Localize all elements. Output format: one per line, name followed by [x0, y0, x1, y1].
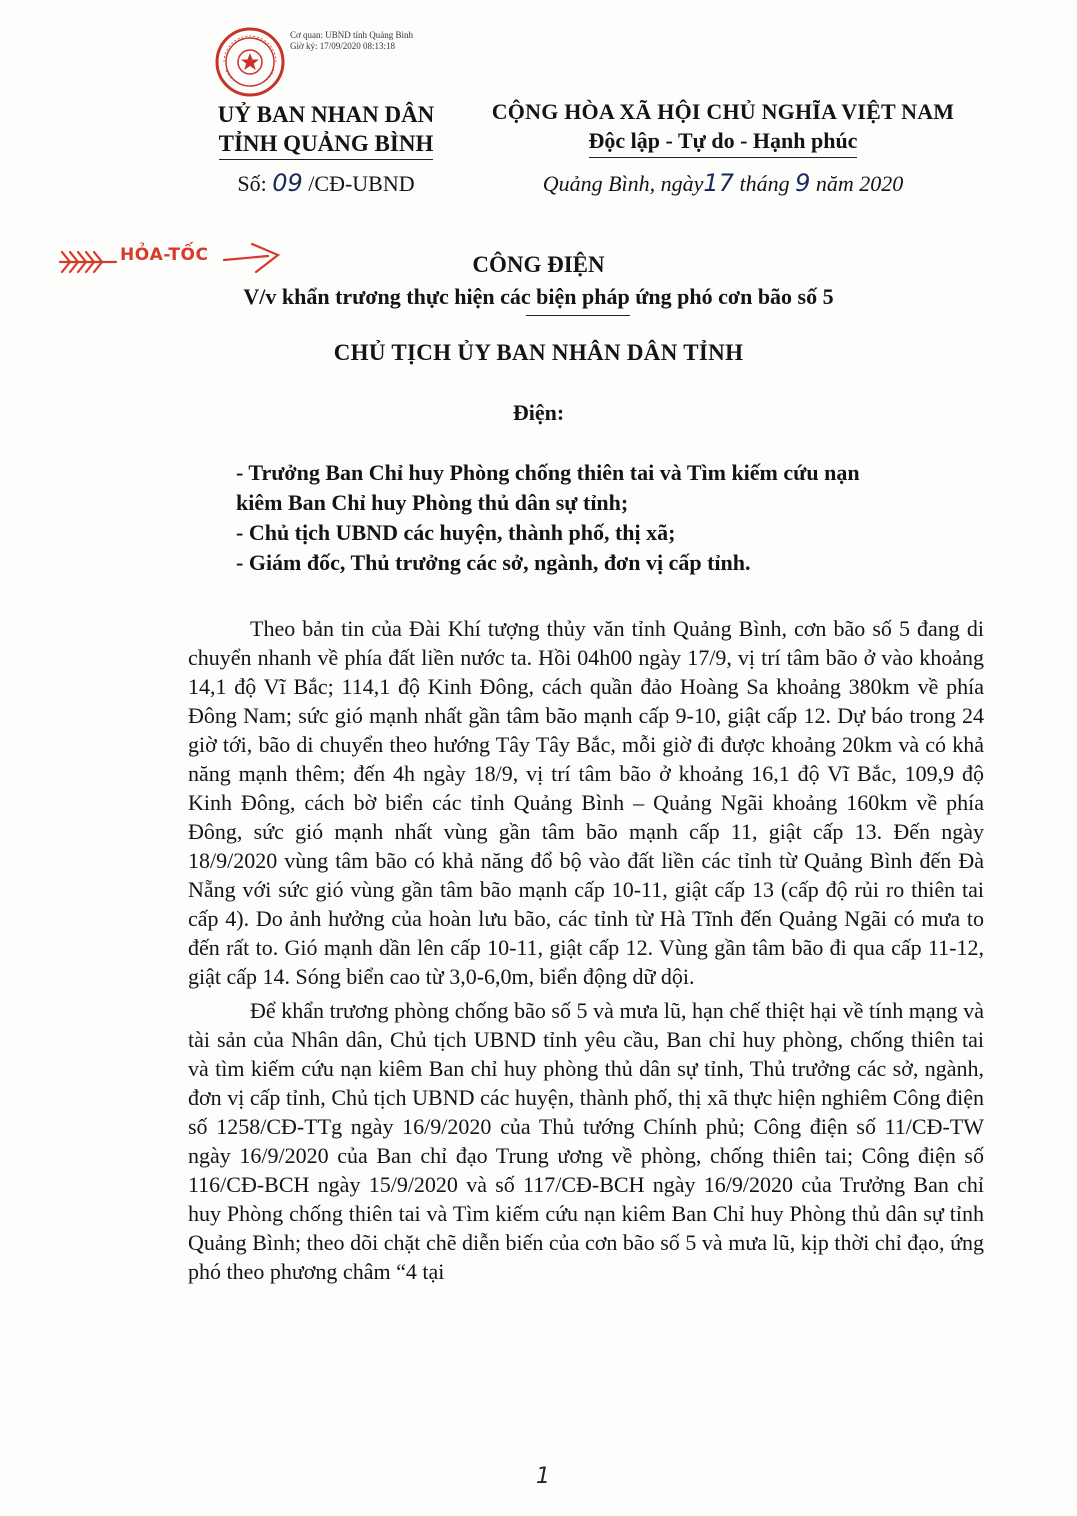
date-month-label: tháng [739, 171, 790, 196]
state-seal-icon [214, 26, 286, 98]
recipient-line: - Chủ tịch UBND các huyện, thành phố, thị xã; [236, 520, 676, 545]
document-body [188, 614, 984, 1291]
urgent-stamp-label: HỎA-TỐC [120, 245, 209, 265]
document-date [486, 168, 960, 199]
date-year: năm 2020 [815, 171, 904, 196]
recipient-list [236, 458, 996, 578]
agency-name-line2: TỈNH QUẢNG BÌNH [219, 129, 434, 160]
document-type: CÔNG ĐIỆN [472, 252, 605, 277]
body-paragraph: Theo bản tin của Đài Khí tượng thủy văn tỉnh Quảng Bình, cơn bão số 5 đang di chuyển nhanh về phía đất liền nước ta. Hồi 04h00 ngày 17/9, vị trí tâm bão ở vào khoảng 14,1 độ Vĩ Bắc; 114,1 độ Kinh Đông, cách quần đảo Hoàng Sa khoảng 380km về phía Đông Nam; sức gió mạnh nhất gần tâm bão mạnh cấp 9-10, giật cấp 12. Dự báo trong 24 giờ tới, bão di chuyển theo hướng Tây Tây Bắc, mỗi giờ đi được khoảng 20km và có khả năng mạnh thêm; đến 4h ngày 18/9, vị trí tâm bão ở khoảng 16,1 độ Vĩ Bắc, 109,9 độ Kinh Đông, cách bờ biển các tỉnh Quảng Bình – Quảng Ngãi khoảng 160km về phía Đông, sức gió mạnh nhất vùng gần tâm bão mạnh cấp 11, giật cấp 13. Đến ngày 18/9/2020 vùng tâm bão có khả năng đổ bộ vào đất liền các tỉnh từ Quảng Bình đến Đà Nẵng với sức gió vùng gần tâm bão mạnh cấp 10-11, giật cấp 13 (cấp độ rủi ro thiên tai cấp 4). Do ảnh hưởng của hoàn lưu bão, các tỉnh từ Hà Tĩnh đến Quảng Ngãi có mưa to đến rất to. Gió mạnh dần lên cấp 10-11, giật cấp 12. Vùng gần tâm bão đi qua cấp 11-12, giật cấp 14. Sóng biển cao từ 3,0-6,0m, biển động dữ dội. [188, 616, 984, 989]
document-subject: V/v khẩn trương thực hiện các biện pháp ứng phó cơn bão số 5 [243, 284, 834, 309]
date-month-handwritten: 9 [795, 169, 811, 197]
issuer-title: CHỦ TỊCH ỦY BAN NHÂN DÂN TỈNH [333, 340, 744, 365]
recipients-label: Điện: [512, 400, 565, 425]
body-paragraph: Để khẩn trương phòng chống bão số 5 và mưa lũ, hạn chế thiệt hại về tính mạng và tài sản của Nhân dân, Chủ tịch UBND tỉnh yêu cầu, Ban chỉ huy phòng, chống thiên tai và tìm kiếm cứu nạn kiêm Ban chỉ huy phòng thủ dân sự tỉnh, Thủ trưởng các sở, ngành, đơn vị cấp tỉnh, Chủ tịch UBND các huyện, thành phố, thị xã thực hiện nghiêm Công điện số 1258/CĐ-TTg ngày 16/9/2020 của Thủ tướng Chính phủ; Công điện số 11/CĐ-TW ngày 16/9/2020 của Ban chỉ đạo Trung ương về phòng, chống thiên tai; Công điện số 116/CĐ-BCH ngày 15/9/2020 và số 117/CĐ-BCH ngày 16/9/2020 của Trưởng Ban chỉ huy Phòng chống thiên tai và Tìm kiếm cứu nạn kiêm Ban Chỉ huy Phòng thủ dân sự tỉnh Quảng Bình; theo dõi chặt chẽ diễn biến của cơn bão số 5 và mưa lũ, kịp thời chỉ đạo, ứng phó theo phương châm “4 tại [188, 998, 984, 1284]
nation-name: CỘNG HÒA XÃ HỘI CHỦ NGHĨA VIỆT NAM [491, 99, 955, 124]
recipient-line: kiêm Ban Chỉ huy Phòng thủ dân sự tỉnh; [236, 490, 629, 515]
issuing-agency-block [196, 100, 456, 199]
signature-agency: Cơ quan: UBND tỉnh Quảng Bình [290, 30, 414, 40]
document-number [196, 168, 456, 199]
digital-signature-meta [290, 30, 413, 52]
national-motto: Độc lập - Tự do - Hạnh phúc [589, 126, 858, 158]
number-prefix: Số: [237, 171, 267, 196]
page-number: 1 [536, 1464, 550, 1489]
signature-time: Giờ ký: 17/09/2020 08:13:18 [290, 41, 396, 51]
date-place: Quảng Bình, ngày [542, 171, 704, 196]
subject-underline [526, 315, 630, 316]
agency-name-line1: UỶ BAN NHAN DÂN [217, 102, 435, 127]
number-suffix: /CĐ-UBND [308, 171, 415, 196]
number-handwritten: 09 [272, 169, 303, 197]
national-header-block [486, 98, 960, 199]
recipient-line: - Trưởng Ban Chỉ huy Phòng chống thiên tai và Tìm kiếm cứu nạn [236, 460, 860, 485]
recipient-line: - Giám đốc, Thủ trưởng các sở, ngành, đơn vị cấp tỉnh. [236, 550, 751, 575]
date-day-handwritten: 17 [703, 169, 734, 197]
